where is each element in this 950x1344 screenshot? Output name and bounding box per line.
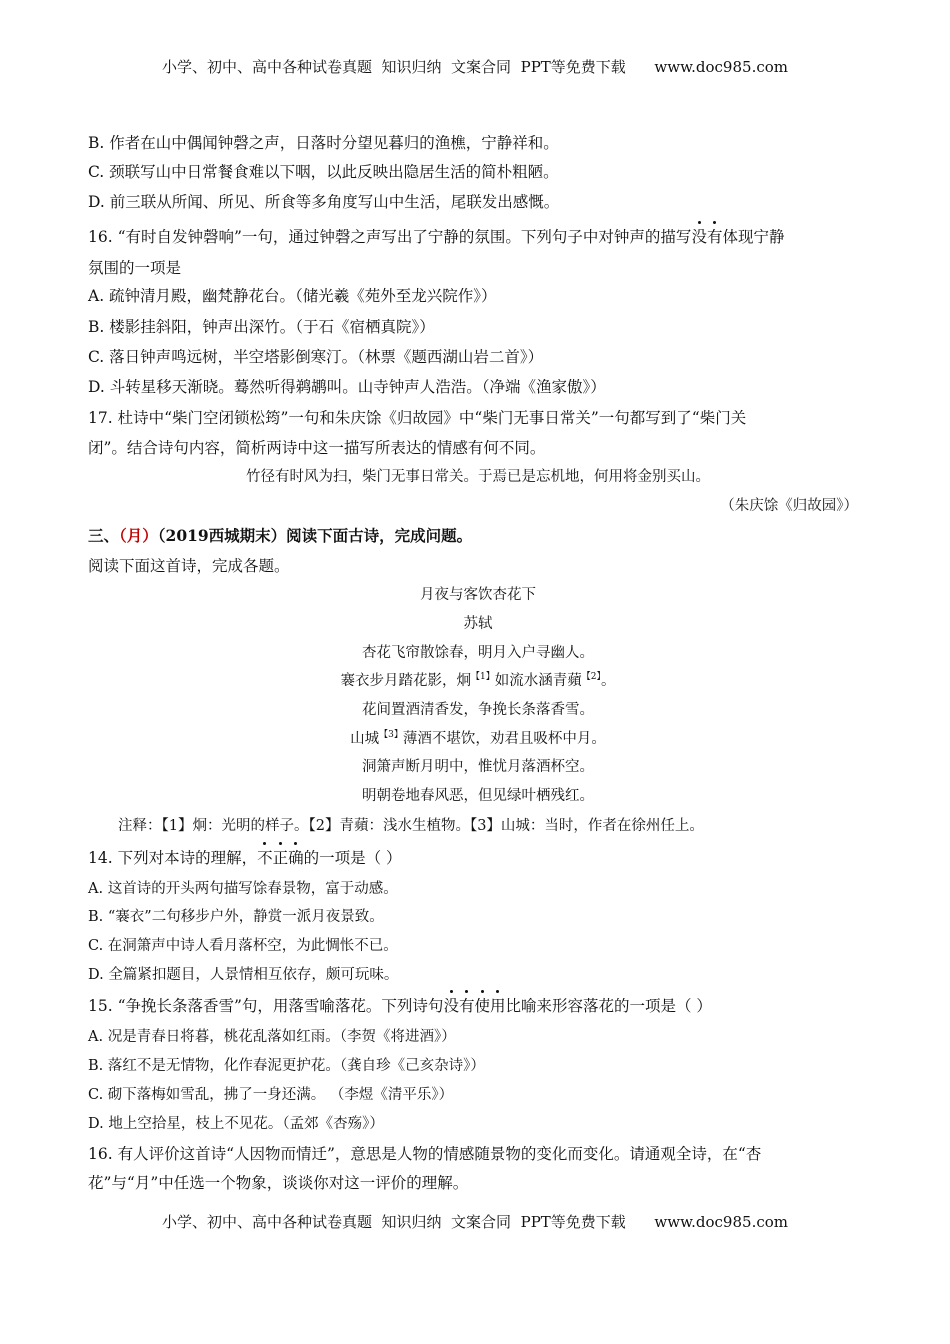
question-16-option-b: B. 楼影挂斜阳，钟声出深竹。（于石《宿栖真院》） bbox=[88, 318, 435, 336]
question-17-stem: 17. 杜诗中“柴门空闭锁松筠”一句和朱庆馀《归故园》中“柴门无事日常关”一句都写到了“柴门关 bbox=[88, 409, 747, 427]
question-15-option-c: C. 砌下落梅如雪乱，拂了一身还满。 （李煜《清平乐》） bbox=[88, 1087, 454, 1103]
emphasis-char: 正 bbox=[273, 846, 289, 870]
emphasis-char: 确 bbox=[288, 846, 304, 870]
poem-author: 苏轼 bbox=[463, 616, 493, 632]
question-15-option-b: B. 落红不是无情物，化作春泥更护花。（龚自珍《己亥杂诗》） bbox=[88, 1058, 485, 1074]
question-14-stem: 14. 下列对本诗的理解，不正确的一项是（ ） bbox=[88, 846, 868, 870]
option-c: C. 颈联写山中日常餐食难以下咽，以此反映出隐居生活的简朴粗陋。 bbox=[88, 163, 559, 181]
question-15-option-a: A. 况是青春日将暮，桃花乱落如红雨。（李贺《将进酒》） bbox=[88, 1029, 456, 1045]
question-14-option-d: D. 全篇紧扣题目，人景情相互依存，颇可玩味。 bbox=[88, 967, 399, 983]
quoted-poem-source: （朱庆馀《归故园》） bbox=[720, 498, 858, 514]
section-3-intro: 阅读下面这首诗，完成各题。 bbox=[88, 557, 290, 575]
poem-line-4: 山城$^{【3】}$薄酒不堪饮，劝君且吸杯中月。 bbox=[350, 730, 606, 747]
emphasis-char: 有 bbox=[459, 994, 475, 1018]
emphasis-char: 有 bbox=[707, 225, 723, 249]
emphasis-char: 没 bbox=[691, 225, 707, 249]
question-17-stem-cont: 闭”。结合诗句内容，简析两诗中这一描写所表达的情感有何不同。 bbox=[88, 439, 546, 457]
footnote-marker: 【1】 bbox=[471, 672, 495, 682]
page-header: 小学、初中、高中各种试卷真题 知识归纳 文案合同 PPT等免费下载 www.doc985.com bbox=[161, 58, 788, 76]
emphasis-char: 没 bbox=[443, 994, 459, 1018]
option-d: D. 前三联从所闻、所见、所食等多角度写山中生活，尾联发出感慨。 bbox=[88, 193, 560, 211]
question-15-option-d: D. 地上空拾星，枝上不见花。（孟郊《杏殇》） bbox=[88, 1116, 384, 1132]
poem-line-2: 褰衣步月踏花影，炯$^{【1】}$如流水涵青蘋$^{【2】}$。 bbox=[340, 672, 616, 689]
question-15-stem: 15. “争挽长条落香雪”句，用落雪喻落花。下列诗句没有使用比喻来形容落花的一项是（ ） bbox=[88, 994, 868, 1018]
page-footer: 小学、初中、高中各种试卷真题 知识归纳 文案合同 PPT等免费下载 www.doc985.com bbox=[161, 1213, 788, 1231]
question-16-option-c: C. 落日钟声鸣远树，半空塔影倒寒汀。（林票《题西湖山岩二首》） bbox=[88, 348, 544, 366]
quoted-poem-line: 竹径有时风为扫，柴门无事日常关。于焉已是忘机地，何用将金别买山。 bbox=[246, 469, 710, 485]
option-b: B. 作者在山中偶闻钟磬之声，日落时分望见暮归的渔樵，宁静祥和。 bbox=[88, 134, 559, 152]
emphasis-char: 使 bbox=[474, 994, 490, 1018]
question-16b-stem-cont: 花”与“月”中任选一个物象，谈谈你对这一评价的理解。 bbox=[88, 1174, 469, 1192]
emphasis-char: 用 bbox=[490, 994, 506, 1018]
poem-line-1: 杏花飞帘散馀春，明月入户寻幽人。 bbox=[362, 645, 594, 661]
question-16-option-d: D. 斗转星移天渐晓。蓦然听得鹈鹕叫。山寺钟声人浩浩。（净端《渔家傲》） bbox=[88, 378, 606, 396]
question-14-option-b: B. “褰衣”二句移步户外，静赏一派月夜景致。 bbox=[88, 909, 384, 925]
poem-line-3: 花间置酒清香发，争挽长条落香雪。 bbox=[362, 702, 594, 718]
question-16-stem: 16. “有时自发钟磬响”一句，通过钟磬之声写出了宁静的氛围。下列句子中对钟声的描写没有体现宁静 bbox=[88, 225, 868, 249]
question-16b-stem: 16. 有人评价这首诗“人因物而情迁”，意思是人物的情感随景物的变化而变化。请通观全诗，在“杏 bbox=[88, 1145, 762, 1163]
question-14-option-a: A. 这首诗的开头两句描写馀春景物，富于动感。 bbox=[88, 881, 398, 897]
poem-title: 月夜与客饮杏花下 bbox=[420, 587, 536, 603]
poem-line-5: 洞箫声断月明中，惟忧月落酒杯空。 bbox=[362, 759, 594, 775]
section-3-heading: 三、（月）（2019西城期末）阅读下面古诗，完成问题。 bbox=[88, 526, 473, 545]
emphasis-char: 不 bbox=[257, 846, 273, 870]
poem-notes: 注释：【1】炯：光明的样子。【2】青蘋：浅水生植物。【3】山城：当时，作者在徐州任上。 bbox=[118, 818, 704, 834]
question-16-option-a: A. 疏钟清月殿，幽梵静花台。（储光羲《苑外至龙兴院作》） bbox=[88, 287, 497, 305]
footnote-marker: 【2】 bbox=[581, 672, 601, 682]
footnote-marker: 【3】 bbox=[379, 730, 403, 740]
section-tag: （月） bbox=[119, 526, 158, 545]
poem-line-6: 明朝卷地春风恶，但见绿叶栖残红。 bbox=[362, 788, 594, 804]
question-16-stem-cont: 氛围的一项是 bbox=[88, 259, 182, 277]
question-14-option-c: C. 在洞箫声中诗人看月落杯空，为此惆怅不已。 bbox=[88, 938, 398, 954]
